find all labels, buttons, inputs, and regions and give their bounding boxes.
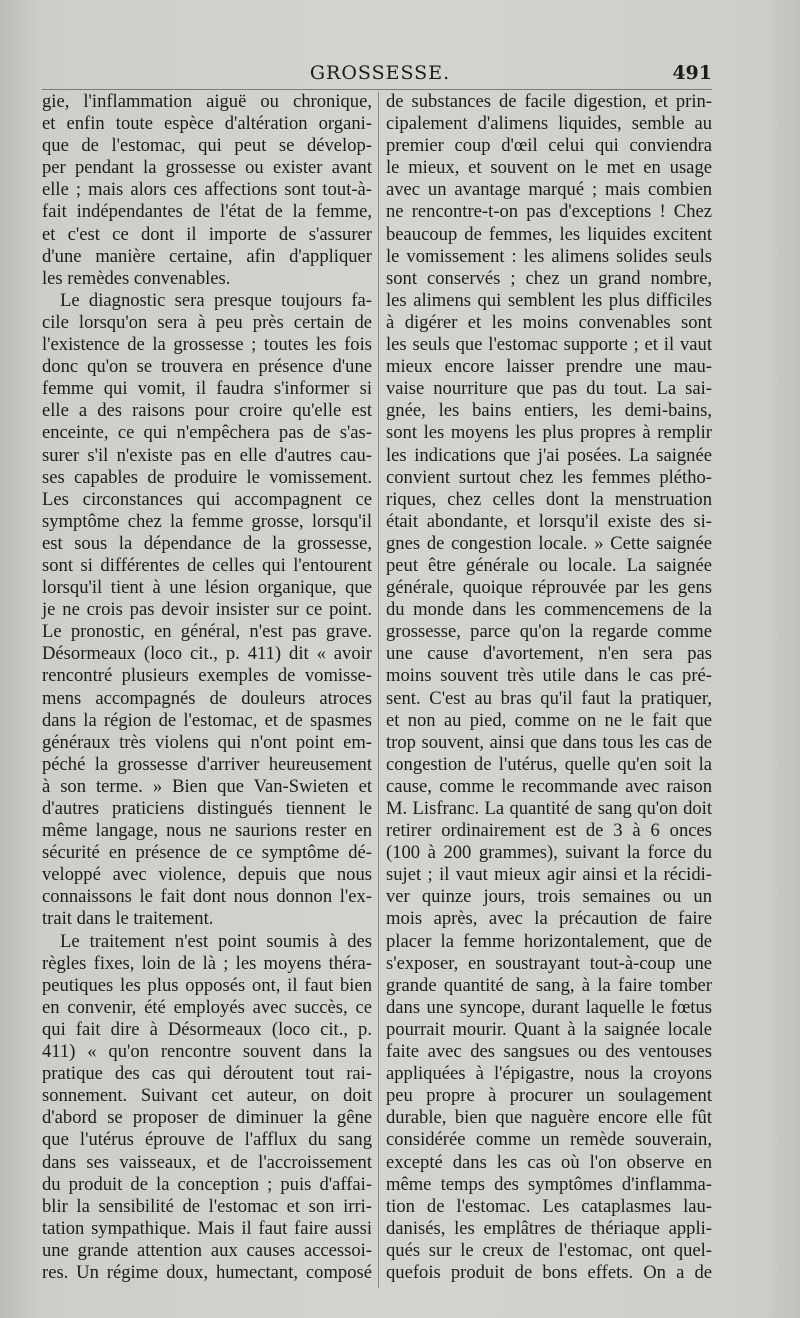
text-line: faite avec des sangsues ou des ventouses (386, 1041, 712, 1063)
text-line: excepté dans les cas où l'on observe en (386, 1151, 712, 1173)
text-line: une cause d'avortement, n'en sera pas (386, 643, 712, 665)
text-line: gnes de congestion locale. » Cette saignée (386, 532, 712, 554)
text-line: grande quantité de sang, à la faire tomber (386, 974, 712, 996)
text-line: sont si différentes de celles qui l'entourent (42, 554, 372, 576)
text-line: était abondante, et lorsqu'il existe des si- (386, 510, 712, 532)
text-line: Le pronostic, en général, n'est pas grave. (42, 621, 372, 643)
text-line: beaucoup de femmes, les liquides excitent (386, 223, 712, 245)
text-line: premier coup d'œil celui qui conviendra (386, 135, 712, 157)
text-line: appliquées à l'épigastre, nous la croyons (386, 1063, 712, 1085)
paragraph (42, 91, 372, 290)
text-line: pourrait mourir. Quant à la saignée locale (386, 1018, 712, 1040)
paragraph (42, 931, 372, 1285)
text-line: durable, bien que naguère encore elle fût (386, 1107, 712, 1129)
text-line: ses capables de produire le vomissement. (42, 466, 372, 488)
text-line: connaissons le fait dont nous donnon l'ex- (42, 886, 372, 908)
text-line: les alimens qui semblent les plus difficiles (386, 289, 712, 311)
text-line: je ne crois pas devoir insister sur ce point. (42, 599, 372, 621)
text-line: générale, quoique réprouvée par les gens (386, 577, 712, 599)
text-line: le vomissement : les alimens solides seuls (386, 245, 712, 267)
page-number: 491 (672, 62, 712, 84)
text-line: cile lorsqu'on sera à peu près certain de (42, 311, 372, 333)
text-line: que de l'estomac, qui peut se dévelop- (42, 135, 372, 157)
text-line: Les circonstances qui accompagnent ce (42, 488, 372, 510)
text-line: 411) « qu'on rencontre souvent dans la (42, 1041, 372, 1063)
text-line: elle a des raisons pour croire qu'elle est (42, 400, 372, 422)
text-line: de substances de facile digestion, et prin- (386, 91, 712, 112)
text-line: du produit de la conception ; puis d'affai- (42, 1173, 372, 1195)
text-line: est sous la dépendance de la grossesse, (42, 532, 372, 554)
text-line: convient surtout chez les femmes plétho- (386, 466, 712, 488)
text-line: fait indépendantes de l'état de la femme, (42, 201, 372, 223)
text-line: dans ses vaisseaux, et de l'accroissement (42, 1151, 372, 1173)
text-line: sécurité en présence de ce symptôme dé- (42, 842, 372, 864)
text-line: ver quinze jours, trois semaines ou un (386, 886, 712, 908)
text-line: sonnement. Suivant cet auteur, on doit (42, 1085, 372, 1107)
text-line: et enfin toute espèce d'altération organi- (42, 113, 372, 135)
text-line: Désormeaux (loco cit., p. 411) dit « avoir (42, 643, 372, 665)
text-line: même temps des symptômes d'inflamma- (386, 1173, 712, 1195)
text-line: dans une syncope, durant laquelle le fœtus (386, 996, 712, 1018)
text-line: surer s'il n'existe pas en elle d'autres cau- (42, 444, 372, 466)
text-line: enceinte, ce qui n'empêchera pas de s'as- (42, 422, 372, 444)
text-line: veloppé avec violence, depuis que nous (42, 864, 372, 886)
text-line: l'existence de la grossesse ; toutes les fois (42, 334, 372, 356)
text-line: peu propre à procurer un soulagement (386, 1085, 712, 1107)
text-line: gnée, les bains entiers, les demi-bains, (386, 400, 712, 422)
text-line: qui fait dire à Désormeaux (loco cit., p. (42, 1018, 372, 1040)
text-line: lorsqu'il tient à une lésion organique, que (42, 577, 372, 599)
paragraph (386, 91, 712, 1284)
text-line: grossesse, parce qu'on la regarde comme (386, 621, 712, 643)
text-line: tion de l'estomac. Les cataplasmes lau- (386, 1195, 712, 1217)
text-line: (100 à 200 grammes), suivant la force du (386, 842, 712, 864)
text-line: d'une manière certaine, afin d'appliquer (42, 245, 372, 267)
text-line: cipalement d'alimens liquides, semble au (386, 113, 712, 135)
text-line: gie, l'inflammation aiguë ou chronique, (42, 91, 372, 112)
text-line: vaise nourriture que pas du tout. La sai- (386, 378, 712, 400)
text-line: moins souvent très utile dans le cas pré- (386, 665, 712, 687)
text-line: quefois produit de bons effets. On a de (386, 1261, 712, 1283)
text-line: rencontré plusieurs exemples de vomisse- (42, 665, 372, 687)
text-line: à son terme. » Bien que Van-Swieten et (42, 775, 372, 797)
text-line: trait dans le traitement. (42, 908, 214, 930)
text-line: peut être générale ou locale. La saignée (386, 554, 712, 576)
text-line: Le traitement n'est point soumis à des (60, 930, 372, 952)
text-line: M. Lisfranc. La quantité de sang qu'on doit (386, 798, 712, 819)
paragraph (42, 290, 372, 931)
text-line: et c'est ce dont il importe de s'assurer (42, 223, 372, 245)
text-line: retirer ordinairement est de 3 à 6 onces (386, 820, 712, 842)
text-line: blir la sensibilité de l'estomac et son irri- (42, 1195, 372, 1217)
text-line: symptôme chez la femme grosse, lorsqu'il (42, 510, 372, 532)
text-line: mens accompagnés de douleurs atroces (42, 687, 372, 709)
text-line: elle ; mais alors ces affections sont tout-à- (42, 179, 372, 201)
text-line: une grande attention aux causes accessoi- (42, 1239, 372, 1261)
text-line: sent. C'est au bras qu'il faut la pratiquer, (386, 687, 712, 709)
text-line: que l'utérus éprouve de l'afflux du sang (42, 1129, 372, 1151)
page-header (0, 62, 800, 88)
text-line: donc qu'on se trouvera en présence d'une (42, 356, 372, 378)
text-line: généraux très violens qui n'ont point em- (42, 731, 372, 753)
header-rule (42, 89, 712, 90)
text-line: avec un avantage marqué ; mais combien (386, 179, 712, 201)
text-line: mieux encore laisser prendre une mau- (386, 356, 712, 378)
right-column (386, 91, 712, 1284)
left-column (42, 91, 372, 1284)
text-line: placer la femme horizontalement, que de (386, 930, 712, 952)
text-line: les remèdes convenables. (42, 267, 231, 289)
text-line: s'exposer, en soustrayant tout-à-coup une (386, 952, 712, 974)
text-line: même langage, nous ne saurions rester en (42, 820, 372, 842)
text-line: le mieux, et souvent on le met en usage (386, 157, 712, 179)
text-line: à digérer et les moins convenables sont (386, 311, 712, 333)
text-line: en convenir, été employés avec succès, ce (42, 996, 372, 1018)
text-line: res. Un régime doux, humectant, composé (42, 1261, 372, 1283)
text-line: cause, comme le recommande avec raison (386, 775, 712, 797)
text-line: Le diagnostic sera presque toujours fa- (60, 289, 372, 311)
text-line: sont conservés ; chez un grand nombre, (386, 267, 712, 289)
text-line: péché la grossesse d'arriver heureusement (42, 753, 372, 775)
column-divider (378, 92, 379, 1288)
text-line: trop souvent, ainsi que dans tous les cas de (386, 731, 712, 753)
text-line: considérée comme un remède souverain, (386, 1129, 712, 1151)
text-line: tation sympathique. Mais il faut faire aussi (42, 1217, 372, 1239)
running-title: GROSSESSE. (309, 62, 451, 84)
text-line: les seuls que l'estomac supporte ; et il vaut (386, 334, 712, 356)
text-line: ne rencontre-t-on pas d'exceptions ! Chez (386, 201, 712, 223)
text-line: règles fixes, loin de là ; les moyens théra- (42, 952, 372, 974)
text-line: qués sur le creux de l'estomac, ont quel- (386, 1239, 712, 1261)
text-line: sujet ; il vaut mieux agir ainsi et la récidi- (386, 864, 712, 886)
text-line: mois après, avec la précaution de faire (386, 908, 712, 930)
text-line: sont les moyens les plus propres à remplir (386, 422, 712, 444)
text-line: peutiques les plus opposés ont, il faut bien (42, 974, 372, 996)
text-line: per pendant la grossesse ou exister avant (42, 157, 372, 179)
text-line: et non au pied, comme on ne le fait que (386, 709, 712, 731)
text-line: riques, chez celles dont la menstruation (386, 488, 712, 510)
text-line: congestion de l'utérus, quelle qu'en soit la (386, 753, 712, 775)
text-line: pratique des cas qui déroutent tout rai- (42, 1063, 372, 1085)
text-line: d'abord se proposer de diminuer la gêne (42, 1107, 372, 1129)
text-line: d'autres praticiens distingués tiennent le (42, 798, 372, 819)
text-line: les indications que j'ai posées. La saignée (386, 444, 712, 466)
text-line: femme qui vomit, il faudra s'informer si (42, 378, 372, 400)
text-line: dans la région de l'estomac, et de spasmes (42, 709, 372, 731)
text-line: danisés, les emplâtres de thériaque appli- (386, 1217, 712, 1239)
text-line: du monde dans les commencemens de la (386, 599, 712, 621)
